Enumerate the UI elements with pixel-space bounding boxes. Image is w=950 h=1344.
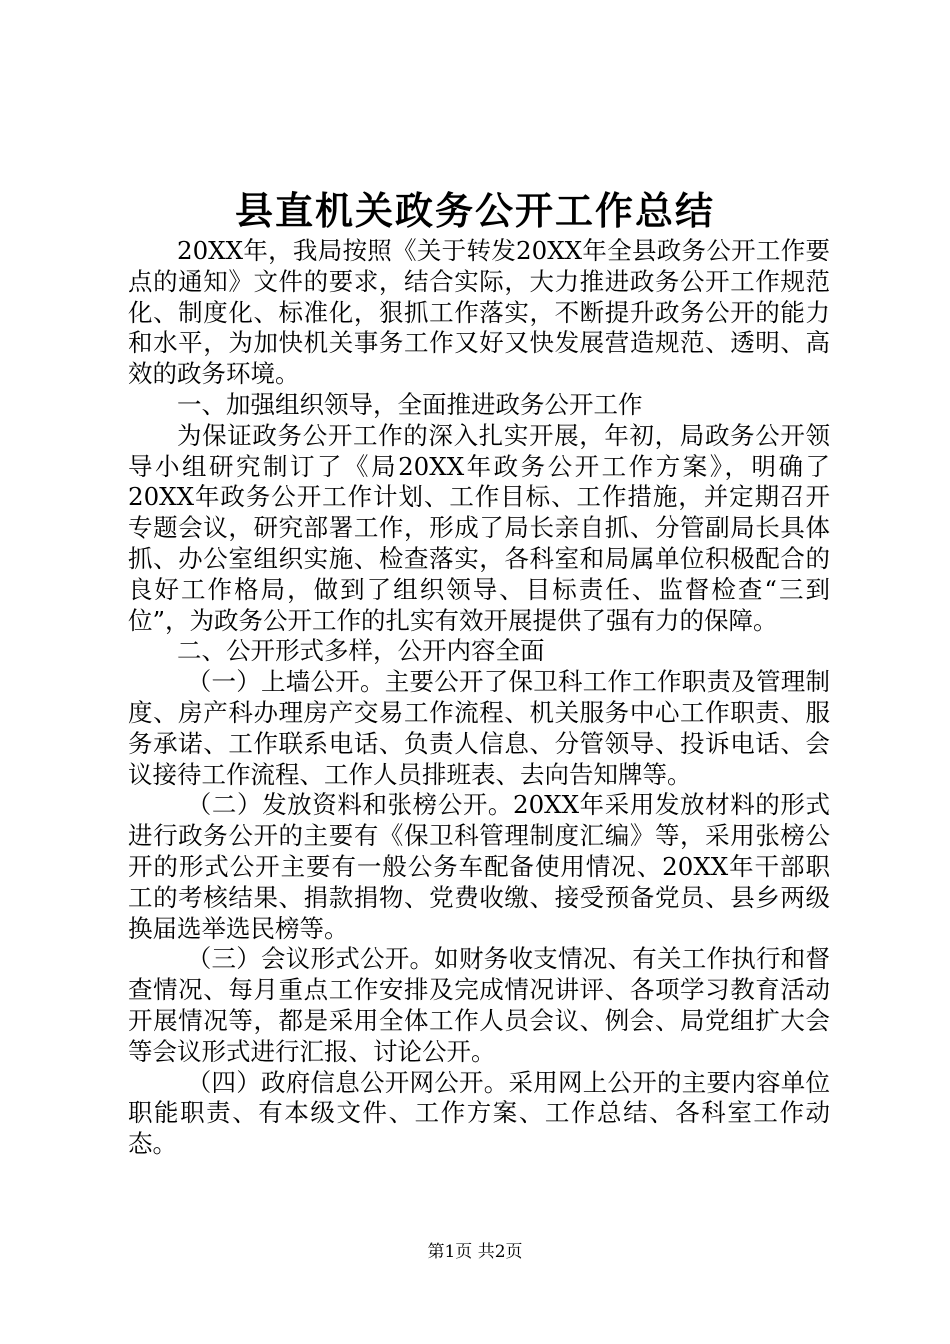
intro-paragraph: 20XX年，我局按照《关于转发20XX年全县政务公开工作要点的通知》文件的要求，结合实际，大力推进政务公开工作规范化、制度化、标准化，狠抓工作落实，不断提升政务公开的能力和水平，为加快机关事务工作又好又快发展营造规范、透明、高效的政务环境。 bbox=[128, 236, 830, 389]
document-title: 县直机关政务公开工作总结 bbox=[234, 188, 715, 233]
page-number-footer: 第1页 共2页 bbox=[427, 1242, 523, 1262]
item-1-paragraph: （一）上墙公开。主要公开了保卫科工作工作职责及管理制度、房产科办理房产交易工作流程、机关服务中心工作职责、服务承诺、工作联系电话、负责人信息、分管领导、投诉电话、会议接待工作流程、工作人员排班表、去向告知牌等。 bbox=[128, 667, 830, 789]
section-1-paragraph: 为保证政务公开工作的深入扎实开展，年初，局政务公开领导小组研究制订了《局20XX年政务公开工作方案》，明确了20XX年政务公开工作计划、工作目标、工作措施，并定期召开专题会议，研究部署工作，形成了局长亲自抓、分管副局长具体抓、办公室组织实施、检查落实，各科室和局属单位积极配合的良好工作格局，做到了组织领导、目标责任、监督检查“三到位”，为政务公开工作的扎实有效开展提供了强有力的保障。 bbox=[128, 420, 830, 635]
section-heading-1: 一、加强组织领导，全面推进政务公开工作 bbox=[177, 389, 643, 419]
item-3-paragraph: （三）会议形式公开。如财务收支情况、有关工作执行和督查情况、每月重点工作安排及完成情况讲评、各项学习教育活动开展情况等，都是采用全体工作人员会议、例会、局党组扩大会等会议形式进行汇报、讨论公开。 bbox=[128, 944, 830, 1066]
section-heading-2: 二、公开形式多样，公开内容全面 bbox=[177, 636, 545, 666]
item-4-paragraph: （四）政府信息公开网公开。采用网上公开的主要内容单位职能职责、有本级文件、工作方案、工作总结、各科室工作动态。 bbox=[128, 1067, 830, 1159]
item-2-paragraph: （二）发放资料和张榜公开。20XX年采用发放材料的形式进行政务公开的主要有《保卫科管理制度汇编》等，采用张榜公开的形式公开主要有一般公务车配备使用情况、20XX年干部职工的考核结果、捐款捐物、党费收缴、接受预备党员、县乡两级换届选举选民榜等。 bbox=[128, 790, 830, 943]
document-body bbox=[128, 236, 830, 1160]
